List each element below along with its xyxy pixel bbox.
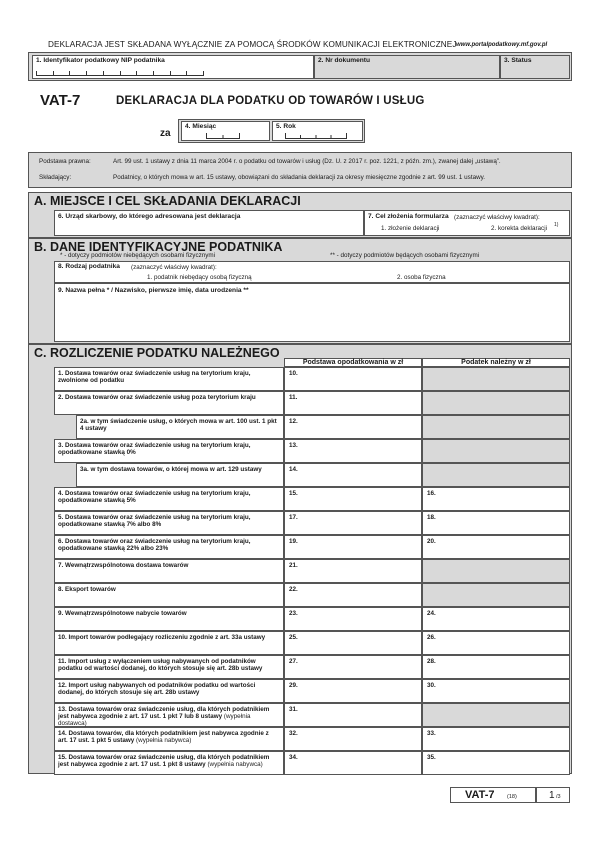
tax-amount-field[interactable] bbox=[422, 607, 570, 631]
tax-amount-field[interactable] bbox=[422, 727, 570, 751]
base-amount-field[interactable] bbox=[284, 391, 422, 415]
tax-amount-field[interactable] bbox=[422, 511, 570, 535]
form-code: VAT-7 bbox=[40, 92, 81, 109]
tax-amount-field-number: 26. bbox=[427, 634, 436, 641]
base-amount-field-number: 23. bbox=[289, 610, 298, 617]
nip-tick bbox=[53, 71, 54, 75]
table-row bbox=[54, 559, 572, 583]
year-field[interactable] bbox=[272, 121, 363, 141]
base-amount-field-number: 11. bbox=[289, 394, 298, 401]
base-amount-field-number: 31. bbox=[289, 706, 298, 713]
base-amount-field[interactable] bbox=[284, 415, 422, 439]
table-row bbox=[54, 655, 572, 679]
section-c-title: C. ROZLICZENIE PODATKU NALEŻNEGO bbox=[34, 346, 280, 360]
taxpayer-kind-option-1[interactable]: 1. podatnik niebędący osobą fizyczną bbox=[147, 274, 252, 281]
base-amount-field[interactable] bbox=[284, 583, 422, 607]
year-ticks bbox=[285, 133, 347, 139]
row-description bbox=[54, 655, 284, 679]
row-description bbox=[54, 559, 284, 583]
month-ticks bbox=[206, 133, 240, 139]
base-amount-field-number: 13. bbox=[289, 442, 298, 449]
taxpayer-kind-field bbox=[54, 261, 570, 283]
row-description-text: 14. Dostawa towarów, dla których podatnikiem jest nabywca zgodnie z art. 17 ust. 1 pkt 5 ustawy bbox=[58, 730, 269, 744]
nip-tick bbox=[170, 71, 171, 75]
header-url: www.portalpodatkowy.mf.gov.pl bbox=[456, 42, 548, 48]
row-description bbox=[54, 607, 284, 631]
month-label: 4. Miesiąc bbox=[185, 123, 217, 130]
taxpayer-kind-label: 8. Rodzaj podatnika bbox=[58, 263, 120, 270]
base-amount-field[interactable] bbox=[284, 367, 422, 391]
footer-code-box bbox=[450, 787, 536, 803]
row-description bbox=[54, 511, 284, 535]
row-description-text: 8. Eksport towarów bbox=[58, 586, 116, 593]
base-amount-field[interactable] bbox=[284, 679, 422, 703]
table-row bbox=[54, 463, 572, 487]
doc-number-label: 2. Nr dokumentu bbox=[318, 57, 371, 64]
year-label: 5. Rok bbox=[276, 123, 296, 130]
table-row bbox=[54, 583, 572, 607]
row-description-text: 3a. w tym dostawa towarów, o której mowa w art. 129 ustawy bbox=[80, 466, 262, 473]
note-natural: ** - dotyczy podmiotów będących osobami fizycznymi bbox=[330, 252, 480, 259]
nip-tick bbox=[103, 71, 104, 75]
table-row bbox=[54, 607, 572, 631]
row-description-note: (wypełnia nabywca) bbox=[207, 761, 263, 768]
col-header-tax bbox=[422, 358, 570, 367]
base-amount-field[interactable] bbox=[284, 607, 422, 631]
filer-text: Podatnicy, o których mowa w art. 15 ustawy, obowiązani do składania deklaracji za okresy miesięczne zgodnie z art. 99 ust. 1 ustawy. bbox=[113, 174, 486, 181]
tax-amount-field-number: 18. bbox=[427, 514, 436, 521]
tax-amount-field-number: 33. bbox=[427, 730, 436, 737]
nip-tick bbox=[120, 71, 121, 75]
base-amount-field-number: 17. bbox=[289, 514, 298, 521]
table-row bbox=[54, 535, 572, 559]
note-non-natural: * - dotyczy podmiotów niebędących osobami fizycznymi bbox=[60, 252, 216, 259]
tax-amount-field-number: 20. bbox=[427, 538, 436, 545]
table-row bbox=[54, 679, 572, 703]
base-amount-field[interactable] bbox=[284, 559, 422, 583]
base-amount-field[interactable] bbox=[284, 727, 422, 751]
tax-amount-field-number: 24. bbox=[427, 610, 436, 617]
nip-tick bbox=[69, 71, 70, 75]
purpose-field bbox=[364, 210, 570, 236]
form-title: DEKLARACJA DLA PODATKU OD TOWARÓW I USŁUG bbox=[116, 95, 425, 107]
purpose-hint: (zaznaczyć właściwy kwadrat): bbox=[454, 214, 540, 221]
base-amount-field-number: 34. bbox=[289, 754, 298, 761]
row-description bbox=[54, 487, 284, 511]
tax-amount-field[interactable] bbox=[422, 655, 570, 679]
base-amount-field-number: 12. bbox=[289, 418, 298, 425]
row-description bbox=[54, 751, 284, 775]
legal-block bbox=[28, 152, 572, 188]
base-amount-field[interactable] bbox=[284, 535, 422, 559]
row-description bbox=[54, 727, 284, 751]
base-amount-field-number: 21. bbox=[289, 562, 298, 569]
tax-amount-field[interactable] bbox=[422, 631, 570, 655]
base-amount-field-number: 32. bbox=[289, 730, 298, 737]
section-b-title: B. DANE IDENTYFIKACYJNE PODATNIKA bbox=[34, 240, 283, 254]
tax-amount-field-number: 30. bbox=[427, 682, 436, 689]
full-name-label: 9. Nazwa pełna * / Nazwisko, pierwsze imię, data urodzenia ** bbox=[58, 287, 249, 294]
taxpayer-kind-option-2[interactable]: 2. osoba fizyczna bbox=[397, 274, 446, 281]
filer-label: Składający: bbox=[39, 174, 72, 181]
col-header-base bbox=[284, 358, 422, 367]
top-header bbox=[0, 38, 600, 52]
row-description bbox=[54, 631, 284, 655]
base-amount-field-number: 14. bbox=[289, 466, 298, 473]
row-description-text: 5. Dostawa towarów oraz świadczenie usług na terytorium kraju, opodatkowane stawką 7% albo 8% bbox=[58, 514, 251, 528]
table-row bbox=[54, 727, 572, 751]
base-amount-field[interactable] bbox=[284, 631, 422, 655]
row-description-text: 15. Dostawa towarów oraz świadczenie usług, dla których podatnikiem jest nabywca zgodnie z art. 17 ust. 1 pkt 8 ustawy bbox=[58, 754, 270, 768]
base-amount-field[interactable] bbox=[284, 751, 422, 775]
table-row bbox=[54, 439, 572, 463]
row-description bbox=[54, 679, 284, 703]
row-description bbox=[54, 367, 284, 391]
row-description-text: 2a. w tym świadczenie usług, o których mowa w art. 100 ust. 1 pkt 4 ustawy bbox=[80, 418, 277, 432]
header-notice: DEKLARACJA JEST SKŁADANA WYŁĄCZNIE ZA POMOCĄ ŚRODKÓW KOMUNIKACJI ELEKTRONICZNEJ bbox=[48, 40, 457, 49]
table-row bbox=[54, 391, 572, 415]
row-description-text: 10. Import towarów podlegający rozliczeniu zgodnie z art. 33a ustawy bbox=[58, 634, 266, 641]
base-amount-field-number: 29. bbox=[289, 682, 298, 689]
row-description-text: 7. Wewnątrzwspólnotowa dostawa towarów bbox=[58, 562, 189, 569]
tax-amount-field bbox=[422, 367, 570, 391]
row-description bbox=[54, 535, 284, 559]
tax-amount-field-number: 35. bbox=[427, 754, 436, 761]
row-description-note: (wypełnia dostawca) bbox=[58, 713, 251, 727]
purpose-option-1[interactable]: 1. złożenie deklaracji bbox=[381, 225, 440, 232]
base-amount-field[interactable] bbox=[284, 703, 422, 727]
tax-amount-field bbox=[422, 463, 570, 487]
tax-amount-field bbox=[422, 583, 570, 607]
tax-amount-field bbox=[422, 391, 570, 415]
row-description bbox=[76, 463, 284, 487]
row-description-text: 3. Dostawa towarów oraz świadczenie usług na terytorium kraju, opodatkowane stawką 0% bbox=[58, 442, 251, 456]
base-amount-field[interactable] bbox=[284, 463, 422, 487]
row-description-text: 1. Dostawa towarów oraz świadczenie usług na terytorium kraju, zwolnione od podatku bbox=[58, 370, 251, 384]
tax-amount-field[interactable] bbox=[422, 487, 570, 511]
basis-text: Art. 99 ust. 1 ustawy z dnia 11 marca 2004 r. o podatku od towarów i usług (Dz. U. z 2017 r. poz. 1221, z późn. zm.), zwanej dalej „ustawą”. bbox=[113, 158, 501, 165]
purpose-option-2-footnote: 1) bbox=[554, 222, 559, 228]
tax-office-field[interactable] bbox=[54, 210, 364, 236]
footer-code: VAT-7 bbox=[465, 789, 495, 801]
row-description-text: 12. Import usług nabywanych od podatników podatku od wartości dodanej, do których stosuje się art. 28b ustawy bbox=[58, 682, 256, 696]
table-row bbox=[54, 631, 572, 655]
base-amount-field-number: 10. bbox=[289, 370, 298, 377]
status-label: 3. Status bbox=[504, 57, 532, 64]
row-description-note: (wypełnia nabywca) bbox=[136, 737, 192, 744]
table-row bbox=[54, 487, 572, 511]
footer-version: (18) bbox=[507, 794, 517, 800]
table-row bbox=[54, 511, 572, 535]
table-row bbox=[54, 415, 572, 439]
col-header-tax-text: Podatek należny w zł bbox=[461, 359, 531, 366]
section-a-title: A. MIEJSCE I CEL SKŁADANIA DEKLARACJI bbox=[34, 194, 301, 208]
row-description bbox=[76, 415, 284, 439]
tax-amount-field bbox=[422, 439, 570, 463]
purpose-label: 7. Cel złożenia formularza bbox=[368, 213, 449, 220]
nip-label: 1. Identyfikator podatkowy NIP podatnika bbox=[36, 57, 165, 64]
base-amount-field-number: 27. bbox=[289, 658, 298, 665]
nip-tick bbox=[186, 71, 187, 75]
nip-tick bbox=[153, 71, 154, 75]
footer-page: 1 bbox=[549, 790, 555, 801]
row-description bbox=[54, 439, 284, 463]
table-row bbox=[54, 703, 572, 727]
footer-pages: /3 bbox=[556, 794, 561, 800]
tax-amount-field-number: 16. bbox=[427, 490, 436, 497]
base-amount-field-number: 15. bbox=[289, 490, 298, 497]
month-field[interactable] bbox=[181, 121, 270, 141]
row-description bbox=[54, 703, 284, 727]
col-header-base-text: Podstawa opodatkowania w zł bbox=[302, 359, 404, 366]
row-description-text: 9. Wewnątrzwspólnotowe nabycie towarów bbox=[58, 610, 187, 617]
tax-amount-field bbox=[422, 703, 570, 727]
taxpayer-kind-hint: (zaznaczyć właściwy kwadrat): bbox=[131, 264, 217, 271]
base-amount-field[interactable] bbox=[284, 487, 422, 511]
base-amount-field-number: 19. bbox=[289, 538, 298, 545]
status-field bbox=[500, 55, 570, 79]
row-description bbox=[54, 583, 284, 607]
table-row bbox=[54, 751, 572, 775]
tax-office-label: 6. Urząd skarbowy, do którego adresowana jest deklaracja bbox=[58, 213, 241, 220]
nip-tick bbox=[136, 71, 137, 75]
row-description-text: 2. Dostawa towarów oraz świadczenie usług poza terytorium kraju bbox=[58, 394, 256, 401]
base-amount-field[interactable] bbox=[284, 655, 422, 679]
tax-amount-field-number: 28. bbox=[427, 658, 436, 665]
footer-page-box bbox=[536, 787, 570, 803]
base-amount-field-number: 25. bbox=[289, 634, 298, 641]
row-description-text: 4. Dostawa towarów oraz świadczenie usług na terytorium kraju, opodatkowane stawką 5% bbox=[58, 490, 251, 504]
base-amount-field[interactable] bbox=[284, 511, 422, 535]
base-amount-field-number: 22. bbox=[289, 586, 298, 593]
doc-number-field bbox=[314, 55, 500, 79]
row-description-text: 11. Import usług z wyłączeniem usług nabywanych od podatników podatku od wartości dodanej, do których stosuje się art. 28b ustawy bbox=[58, 658, 263, 672]
base-amount-field[interactable] bbox=[284, 439, 422, 463]
tax-amount-field[interactable] bbox=[422, 679, 570, 703]
tax-amount-field[interactable] bbox=[422, 751, 570, 775]
basis-label: Podstawa prawna: bbox=[39, 158, 91, 165]
full-name-field[interactable] bbox=[54, 283, 570, 342]
purpose-option-2[interactable]: 2. korekta deklaracji bbox=[491, 225, 547, 232]
nip-tick bbox=[36, 71, 37, 75]
nip-tick bbox=[203, 71, 204, 75]
row-description-text: 6. Dostawa towarów oraz świadczenie usług na terytorium kraju, opodatkowane stawką 22% albo 23% bbox=[58, 538, 251, 552]
row-description-text: 13. Dostawa towarów oraz świadczenie usług, dla których podatnikiem jest nabywca zgodnie z art. 17 ust. 1 pkt 7 lub 8 ustawy bbox=[58, 706, 270, 720]
tax-amount-field[interactable] bbox=[422, 535, 570, 559]
nip-ticks bbox=[36, 70, 204, 76]
nip-tick bbox=[86, 71, 87, 75]
period-za: za bbox=[160, 128, 171, 139]
tax-amount-field bbox=[422, 559, 570, 583]
row-description bbox=[54, 391, 284, 415]
table-row bbox=[54, 367, 572, 391]
tax-amount-field bbox=[422, 415, 570, 439]
